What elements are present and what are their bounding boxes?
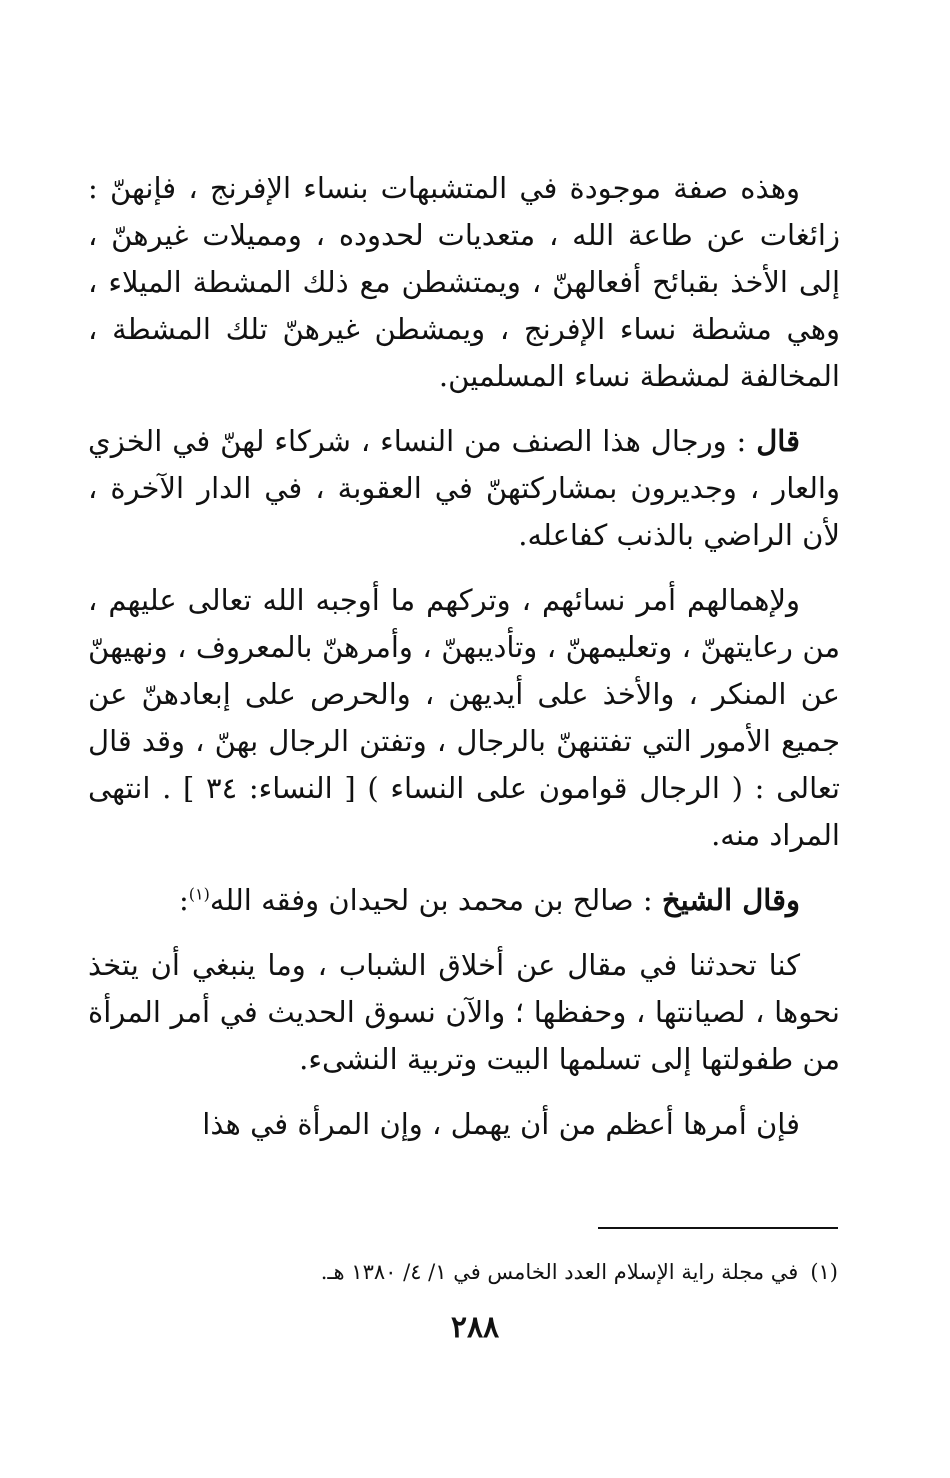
footnote-number: (١) bbox=[810, 1260, 838, 1284]
paragraph-2 bbox=[88, 418, 840, 559]
footnote-text: في مجلة راية الإسلام العدد الخامس في ١/ ٤/ ١٣٨٠ هـ. bbox=[320, 1260, 799, 1284]
footnote-reference[interactable]: (١) bbox=[188, 884, 210, 904]
main-text bbox=[88, 165, 840, 1166]
paragraph-6-text: فإن أمرها أعظم من أن يهمل ، وإن المرأة في هذا bbox=[202, 1107, 800, 1141]
paragraph-4-colon: : bbox=[178, 883, 189, 917]
paragraph-3-text: ولإهمالهم أمر نسائهم ، وتركهم ما أوجبه الله تعالى عليهم ، من رعايتهنّ ، وتعليمهنّ ، وتأديبهنّ ، وأمرهنّ بالمعروف ، ونهيهنّ عن المنكر ، والأخذ على أيديهن ، والحرص على إبعادهنّ عن جميع الأمور التي تفتنهنّ بالرجال ، وتفتن الرجال بهنّ ، وقد قال تعالى : ( الرجال قوامون على النساء ) [ النساء: ٣٤ ] . انتهى المراد منه. bbox=[88, 583, 840, 852]
paragraph-2-lead: قال bbox=[756, 424, 800, 458]
footnote bbox=[138, 1255, 838, 1289]
footnote-divider bbox=[598, 1227, 838, 1229]
paragraph-2-text: : ورجال هذا الصنف من النساء ، شركاء لهنّ في الخزي والعار ، وجديرون بمشاركتهنّ في العقوبة ، في الدار الآخرة ، لأن الراضي بالذنب كفاعله. bbox=[88, 424, 840, 552]
paragraph-4-lead: وقال الشيخ bbox=[661, 883, 800, 917]
paragraph-4 bbox=[88, 877, 840, 924]
paragraph-5-text: كنا تحدثنا في مقال عن أخلاق الشباب ، وما ينبغي أن يتخذ نحوها ، لصيانتها ، وحفظها ؛ والآن نسوق الحديث في أمر المرأة من طفولتها إلى تسلمها البيت وتربية النشىء. bbox=[88, 948, 840, 1076]
paragraph-1-text: وهذه صفة موجودة في المتشبهات بنساء الإفرنج ، فإنهنّ : زائغات عن طاعة الله ، متعديات لحدوده ، ومميلات غيرهنّ ، إلى الأخذ بقبائح أفعالهنّ ، ويمتشطن مع ذلك المشطة الميلاء ، وهي مشطة نساء الإفرنج ، ويمشطن غيرهنّ تلك المشطة ، المخالفة لمشطة نساء المسلمين. bbox=[88, 171, 840, 393]
paragraph-1 bbox=[88, 165, 840, 400]
paragraph-3 bbox=[88, 577, 840, 859]
page-number: ٢٨٨ bbox=[450, 1310, 500, 1345]
paragraph-6 bbox=[88, 1101, 840, 1148]
paragraph-5 bbox=[88, 942, 840, 1083]
paragraph-4-text: : صالح بن محمد بن لحيدان وفقه الله bbox=[209, 883, 662, 917]
